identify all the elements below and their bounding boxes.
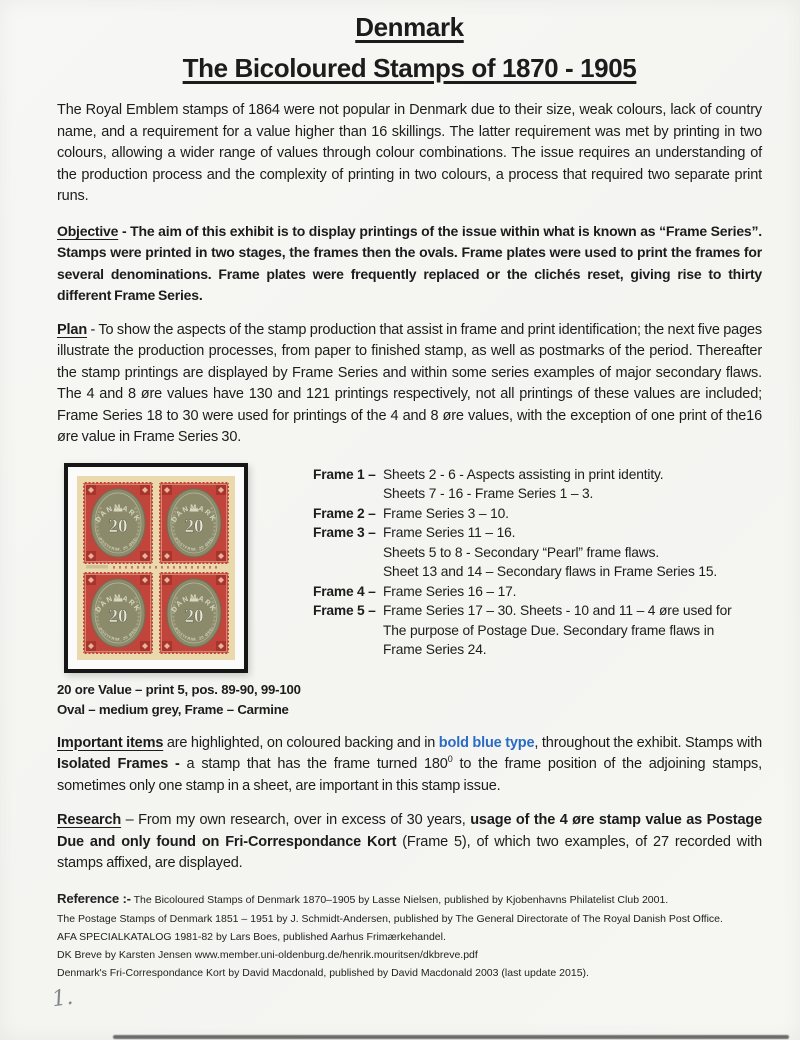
- frame-line: Sheet 13 and 14 – Secondary flaws in Frame Series 15.: [383, 564, 718, 579]
- page-title: Denmark: [355, 12, 464, 42]
- isolated-frames-label: Isolated Frames -: [57, 756, 187, 772]
- frame-entry-label: Frame 3 –: [313, 525, 376, 540]
- important-text-4: to the frame position of the adjoining stamps, sometimes only one stamp in a sheet, are important in this stamp issue.: [57, 756, 762, 794]
- research-text-1: – From my own research, over in excess of 30 years,: [121, 812, 471, 828]
- figure-caption-line1: 20 ore Value – print 5, pos. 89-90, 99-100: [57, 681, 301, 697]
- page-subtitle: The Bicoloured Stamps of 1870 - 1905: [182, 53, 637, 83]
- research-label: Research: [57, 812, 122, 828]
- important-text-1: are highlighted, on coloured backing and in: [163, 734, 439, 751]
- reference-item-text: The Bicoloured Stamps of Denmark 1870–1905 by Lasse Nielsen, published by Kjobenhavns Philatelist Club 2001.: [133, 893, 669, 906]
- stamp-block-illustration: [77, 476, 235, 660]
- bold-blue-type-text: bold blue type: [438, 734, 535, 751]
- stamp-block-image: [64, 463, 248, 673]
- frame-line: Sheets 7 - 16 - Frame Series 1 – 3.: [383, 486, 594, 501]
- objective-paragraph: [57, 221, 762, 307]
- intro-paragraph: The Royal Emblem stamps of 1864 were not popular in Denmark due to their size, weak colours, lack of country name, and a requirement for a value higher than 16 skillings. The latter requirement was met by printing in two colours, allowing a wider range of values through colour combinations. The issue requires an understanding of the production process and the complexity of printing in two colours, a process that required two separate print runs.: [57, 102, 762, 204]
- frame-line: Sheets 5 to 8 - Secondary “Pearl” frame flaws.: [383, 544, 660, 560]
- research-bold-text: usage of the 4 øre stamp value as Postage Due and only found on Fri-Correspondance Kort: [57, 812, 762, 850]
- frame-entry: [313, 465, 762, 504]
- figure-caption-line2: Oval – medium grey, Frame – Carmine: [57, 701, 289, 717]
- frame-entry-lines: [383, 582, 762, 602]
- reference-heading: Reference :-: [57, 890, 131, 906]
- reference-item: [57, 889, 762, 910]
- reference-item: AFA SPECIALKATALOG 1981-82 by Lars Boes, published Aarhus Frimærkehandel.: [57, 930, 446, 943]
- frame-entry-label: Frame 5 –: [313, 603, 376, 618]
- plan-label: Plan: [57, 321, 88, 338]
- frame-line: Frame Series 24.: [383, 642, 487, 657]
- important-text-3: a stamp that has the frame turned 180: [186, 756, 448, 772]
- objective-label: Objective: [57, 222, 119, 239]
- frame-line: Frame Series 11 – 16.: [383, 525, 516, 540]
- figure-column: [57, 463, 311, 720]
- reference-section: [57, 889, 762, 982]
- frame-entry: [313, 523, 762, 582]
- page-number: 1.: [50, 984, 75, 1013]
- frame-line: Sheets 2 - 6 - Aspects assisting in print identity.: [383, 466, 664, 482]
- frame-entry-label: Frame 1 –: [313, 466, 376, 482]
- figure-and-frame-list-row: [57, 463, 762, 720]
- frame-line: Frame Series 16 – 17.: [383, 583, 517, 599]
- frame-series-list: [311, 463, 762, 660]
- frame-entry: [313, 601, 762, 660]
- frame-entry: [313, 582, 762, 602]
- frame-line: The purpose of Postage Due. Secondary frame flaws in: [383, 622, 715, 638]
- important-items-paragraph: [57, 733, 762, 798]
- reference-item: DK Breve by Karsten Jensen www.member.uni-oldenburg.de/henrik.mouritsen/dkbreve.pdf: [57, 948, 478, 961]
- reference-item: The Postage Stamps of Denmark 1851 – 1951 by J. Schmidt-Andersen, published by The General Directorate of The Royal Danish Post Office.: [57, 912, 723, 925]
- scan-edge-artifact: [113, 1035, 789, 1039]
- frame-line: Frame Series 3 – 10.: [383, 505, 509, 521]
- frame-entry-lines: [383, 465, 762, 504]
- frame-entry-label: Frame 4 –: [313, 583, 376, 599]
- frame-entry-label: Frame 2 –: [313, 505, 376, 521]
- frame-entry-lines: [383, 523, 762, 582]
- frame-entry: [313, 504, 762, 524]
- frame-entry-lines: [383, 601, 762, 660]
- frame-line: Frame Series 17 – 30. Sheets - 10 and 11 – 4 øre used for: [383, 603, 732, 618]
- important-text-2: , throughout the exhibit. Stamps with: [534, 734, 763, 751]
- objective-text: - The aim of this exhibit is to display printings of the issue within what is known as “Frame Series”. Stamps were printed in two stages, the frames then the ovals. Frame plates were used to print the frames for several denominations. Frame plates were frequently replaced or the clichés reset, giving rise to thirty different Frame Series.: [57, 222, 762, 303]
- important-items-label: Important items: [57, 734, 164, 751]
- plan-paragraph: [57, 320, 762, 449]
- frame-entry-lines: [383, 504, 762, 524]
- research-text-2: (Frame 5), of which two examples, of 27 recorded with stamps affixed, are displayed.: [57, 833, 762, 871]
- reference-item: Denmark's Fri-Correspondance Kort by David Macdonald, published by David Macdonald 2003 (last update 2015).: [57, 966, 589, 979]
- degree-superscript: 0: [447, 754, 453, 765]
- research-paragraph: [57, 810, 762, 875]
- plan-text: - To show the aspects of the stamp production that assist in frame and print identification; the next five pages illustrate the production processes, from paper to finished stamp, as well as postmarks of the period. Thereafter the stamp printings are displayed by Frame Series and within some series examples of major secondary flaws. The 4 and 8 øre values have 130 and 121 printings respectively, not all printings of these values are included; Frame Series 18 to 30 were used for printings of the 4 and 8 øre values, with the exception of one print of the16 øre value in Frame Series 30.: [57, 321, 762, 445]
